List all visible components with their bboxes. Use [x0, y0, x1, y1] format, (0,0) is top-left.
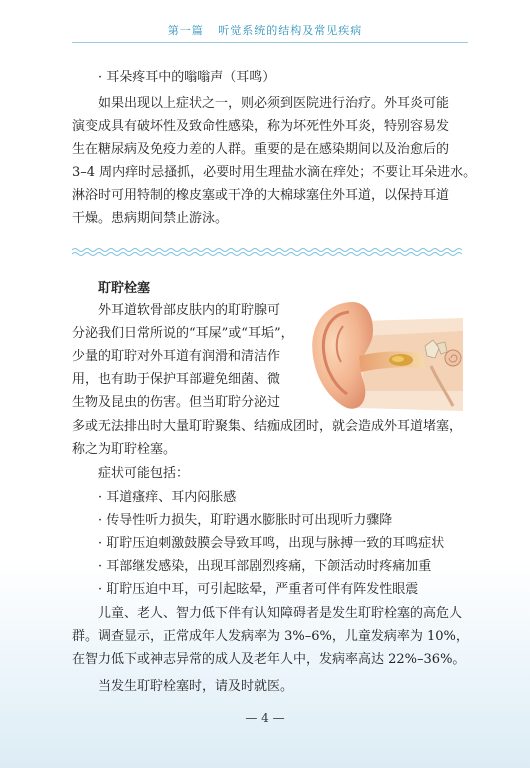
symptom-item: · 耵聍压迫刺激鼓膜会导致耳鸣，出现与脉搏一致的耳鸣症状 — [98, 536, 445, 551]
page-number: — 4 — — [245, 711, 285, 725]
intro-line: 生物及昆虫的伤害。但当耵聍分泌过 — [72, 395, 281, 410]
intro-line: 外耳道软骨部皮肤内的耵聍腺可 — [98, 303, 281, 318]
symptoms-intro: 症状可能包括： — [98, 466, 190, 481]
risk-line: 儿童、老人、智力低下伴有认知障碍者是发生耵聍栓塞的高危人 — [98, 606, 463, 621]
para-line: 干燥。患病期间禁止游泳。 — [72, 211, 229, 226]
symptom-item: · 耳部继发感染，出现耳部剧烈疼痛，下颌活动时疼痛加重 — [98, 559, 432, 574]
symptom-item: · 传导性听力损失，耵聍遇水膨胀时可出现听力骤降 — [98, 513, 393, 528]
para-line: 3–4 周内痒时忌搔抓，必要时用生理盐水滴在痒处；不要让耳朵进水。 — [72, 165, 477, 180]
chapter-title: 听觉系统的结构及常见疾病 — [218, 24, 363, 37]
intro-line: 用，也有助于保护耳部避免细菌、微 — [72, 372, 281, 387]
section-title: 耵聍栓塞 — [98, 281, 151, 296]
intro-line: 少量的耵聍对外耳道有润滑和清洁作 — [72, 349, 281, 364]
closing-line: 当发生耵聍栓塞时，请及时就医。 — [98, 679, 294, 694]
para-line: 生在糖尿病及免疫力差的人群。重要的是在感染期间以及治愈后的 — [72, 142, 450, 157]
header-rule — [72, 42, 468, 43]
para-line: 淋浴时可用特制的橡皮塞或干净的大棉球塞住外耳道，以保持耳道 — [72, 188, 450, 203]
risk-line: 群。调查显示，正常成年人发病率为 3%–6%，儿童发病率为 10%， — [72, 629, 469, 644]
symptom-item: · 耵聍压迫中耳，可引起眩晕，严重者可伴有阵发性眼震 — [98, 582, 419, 597]
intro-line: 分泌我们日常所说的“耳屎”或“耳垢”， — [72, 326, 294, 341]
ear-canal-illustration — [303, 296, 463, 414]
chapter-label: 第一篇 — [167, 24, 204, 37]
wavy-divider — [72, 246, 462, 258]
para-line: 演变成具有破坏性及致命性感染，称为坏死性外耳炎，特别容易发 — [72, 119, 450, 134]
symptom-item: · 耳道瘙痒、耳内闷胀感 — [98, 490, 237, 505]
intro-line: 多或无法排出时大量耵聍聚集、结痂成团时，就会造成外耳道堵塞， — [72, 419, 463, 434]
running-header — [0, 22, 530, 38]
intro-line: 称之为耵聍栓塞。 — [72, 442, 177, 457]
bullet-tinnitus: · 耳朵疼耳中的嗡嗡声（耳鸣） — [98, 70, 276, 85]
para-line: 如果出现以上症状之一，则必须到医院进行治疗。外耳炎可能 — [98, 96, 450, 111]
risk-line: 在智力低下或神志异常的成人及老年人中，发病率高达 22%–36%。 — [72, 652, 466, 667]
